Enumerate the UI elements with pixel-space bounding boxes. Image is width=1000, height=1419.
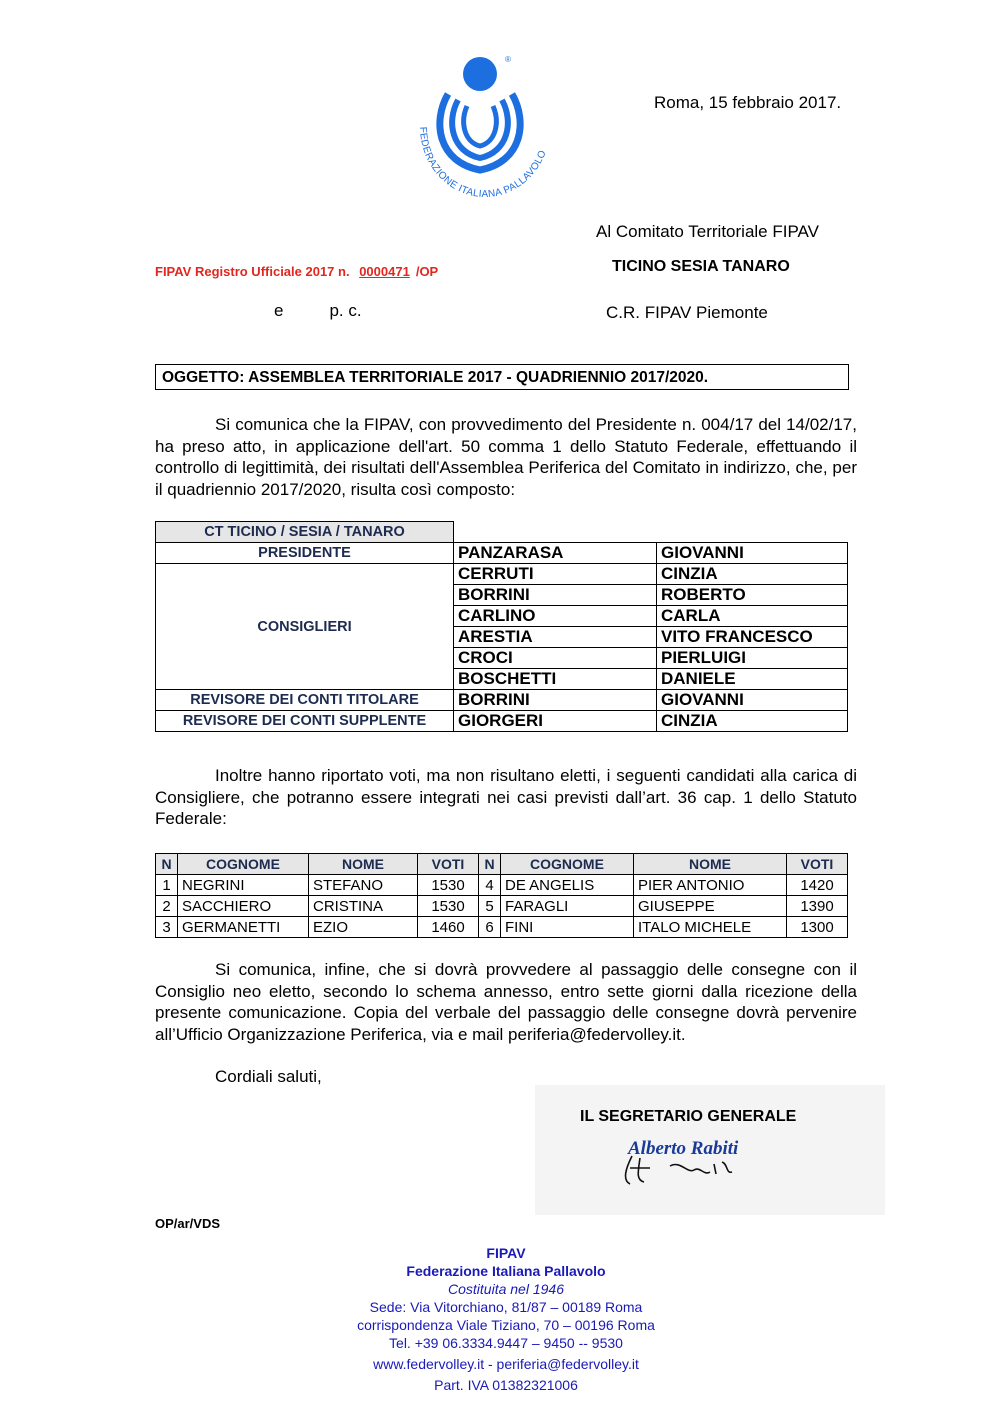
cell-surname: NEGRINI	[178, 875, 309, 896]
auditor-surname: BORRINI	[454, 690, 657, 711]
cell-name: GIUSEPPE	[634, 896, 787, 917]
recipient-line-3: C.R. FIPAV Piemonte	[606, 303, 768, 322]
cell-surname: FINI	[501, 917, 634, 938]
recipient-line-2: TICINO SESIA TANARO	[612, 258, 790, 275]
cell-votes: 1390	[787, 896, 848, 917]
president-label: PRESIDENTE	[156, 543, 454, 564]
col-header-n: N	[156, 854, 178, 875]
cell-n: 3	[156, 917, 178, 938]
footer	[300, 1244, 712, 1394]
reference-code: OP/ar/VDS	[155, 1216, 221, 1231]
councillors-label: CONSIGLIERI	[156, 564, 454, 690]
councillor-name: VITO FRANCESCO	[657, 627, 848, 648]
auditor-label: REVISORE DEI CONTI TITOLARE	[156, 690, 454, 711]
footer-correspondence: corrispondenza Viale Tiziano, 70 – 00196 Roma	[357, 1317, 655, 1333]
registry-prefix: FIPAV Registro Ufficiale 2017 n.	[155, 264, 350, 279]
councillor-name: PIERLUIGI	[657, 648, 848, 669]
cell-name: STEFANO	[309, 875, 418, 896]
svg-text:®: ®	[505, 55, 511, 64]
councillor-name: ROBERTO	[657, 585, 848, 606]
handwritten-signature	[610, 1128, 780, 1193]
table-row	[156, 917, 848, 938]
cell-votes: 1460	[418, 917, 479, 938]
cell-surname: FARAGLI	[501, 896, 634, 917]
col-header-n: N	[479, 854, 501, 875]
cell-votes: 1300	[787, 917, 848, 938]
cell-n: 5	[479, 896, 501, 917]
cell-name: ITALO MICHELE	[634, 917, 787, 938]
deputy-auditor-name: CINZIA	[657, 711, 848, 732]
footer-org-name: Federazione Italiana Pallavolo	[406, 1263, 606, 1279]
col-header-votes: VOTI	[418, 854, 479, 875]
councillor-surname: CERRUTI	[454, 564, 657, 585]
cell-n: 6	[479, 917, 501, 938]
candidates-table	[155, 853, 848, 938]
cell-votes: 1420	[787, 875, 848, 896]
councillor-surname: CARLINO	[454, 606, 657, 627]
president-name: GIOVANNI	[657, 543, 848, 564]
paragraph-2-text: Inoltre hanno riportato voti, ma non risultano eletti, i seguenti candidati alla carica di Consigliere, che potranno essere integrati nei casi previsti dall’art. 36 cap. 1 dello Statuto Federale:	[155, 766, 857, 828]
footer-web[interactable]: www.federvolley.it - periferia@federvolley.it	[373, 1356, 639, 1372]
cell-n: 4	[479, 875, 501, 896]
letter-date: Roma, 15 febbraio 2017.	[654, 93, 842, 112]
paragraph-2	[155, 765, 857, 830]
signature-name: Alberto Rabiti	[628, 1138, 739, 1159]
footer-founded: Costituita nel 1946	[448, 1281, 564, 1297]
councillor-surname: BORRINI	[454, 585, 657, 606]
closing: Cordiali saluti,	[215, 1067, 322, 1086]
deputy-auditor-label: REVISORE DEI CONTI SUPPLENTE	[156, 711, 454, 732]
cell-surname: GERMANETTI	[178, 917, 309, 938]
councillor-surname: CROCI	[454, 648, 657, 669]
president-surname: PANZARASA	[454, 543, 657, 564]
cell-name: PIER ANTONIO	[634, 875, 787, 896]
table-row	[156, 875, 848, 896]
footer-org-short: FIPAV	[486, 1245, 526, 1261]
candidates-header-row	[156, 854, 848, 875]
registry-suffix: /OP	[415, 264, 439, 279]
cell-surname: DE ANGELIS	[501, 875, 634, 896]
deputy-auditor-surname: GIORGERI	[454, 711, 657, 732]
col-header-surname: COGNOME	[178, 854, 309, 875]
paragraph-3	[155, 959, 857, 1045]
col-header-surname: COGNOME	[501, 854, 634, 875]
cell-name: EZIO	[309, 917, 418, 938]
subject-box: OGGETTO: ASSEMBLEA TERRITORIALE 2017 - QUADRIENNIO 2017/2020.	[155, 364, 849, 390]
footer-vat: Part. IVA 01382321006	[434, 1377, 578, 1393]
councillor-surname: BOSCHETTI	[454, 669, 657, 690]
auditor-name: GIOVANNI	[657, 690, 848, 711]
cell-votes: 1530	[418, 896, 479, 917]
col-header-name: NOME	[634, 854, 787, 875]
recipient-line-1: Al Comitato Territoriale FIPAV	[596, 222, 819, 241]
registry-number: 0000471	[359, 264, 410, 279]
cell-votes: 1530	[418, 875, 479, 896]
paragraph-1	[155, 414, 857, 500]
councillor-name: DANIELE	[657, 669, 848, 690]
paragraph-1-text: Si comunica che la FIPAV, con provvedimento del Presidente n. 004/17 del 14/02/17, ha preso atto, in applicazione dell'art. 50 comma 1 dello Statuto Federale, effettuando il controllo di legittimità, dei risultati dell'Assemblea Periferica del Comitato in indirizzo, che, per il quadriennio 2017/2020, risulta così composto:	[155, 415, 857, 499]
cell-n: 1	[156, 875, 178, 896]
col-header-votes: VOTI	[787, 854, 848, 875]
registry-reference	[155, 264, 438, 279]
composition-table	[155, 521, 848, 732]
paragraph-3-text: Si comunica, infine, che si dovrà provvedere al passaggio delle consegne con il Consiglio neo eletto, secondo lo schema annesso, entro sette giorni dalla ricezione della presente comunicazione. Copia del verbale del passaggio delle consegne dovrà pervenire all’Ufficio Organizzazione Periferica, via e mail periferia@federvolley.it.	[155, 960, 857, 1044]
cc-pc: p. c.	[329, 301, 362, 320]
signature-title: IL SEGRETARIO GENERALE	[580, 1108, 797, 1125]
col-header-name: NOME	[309, 854, 418, 875]
fipav-logo	[410, 52, 560, 222]
councillor-surname: ARESTIA	[454, 627, 657, 648]
composition-header: CT TICINO / SESIA / TANARO	[156, 522, 454, 543]
cc-e: e	[274, 301, 284, 320]
footer-phone: Tel. +39 06.3334.9447 – 9450 -- 9530	[389, 1335, 623, 1351]
councillor-name: CINZIA	[657, 564, 848, 585]
svg-text:FEDERAZIONE ITALIANA PALLAVOLO: FEDERAZIONE ITALIANA PALLAVOLO	[416, 126, 549, 201]
cell-n: 2	[156, 896, 178, 917]
footer-seat: Sede: Via Vitorchiano, 81/87 – 00189 Roma	[369, 1299, 643, 1315]
cell-surname: SACCHIERO	[178, 896, 309, 917]
cell-name: CRISTINA	[309, 896, 418, 917]
councillor-name: CARLA	[657, 606, 848, 627]
table-row	[156, 896, 848, 917]
cc-label	[274, 301, 362, 321]
